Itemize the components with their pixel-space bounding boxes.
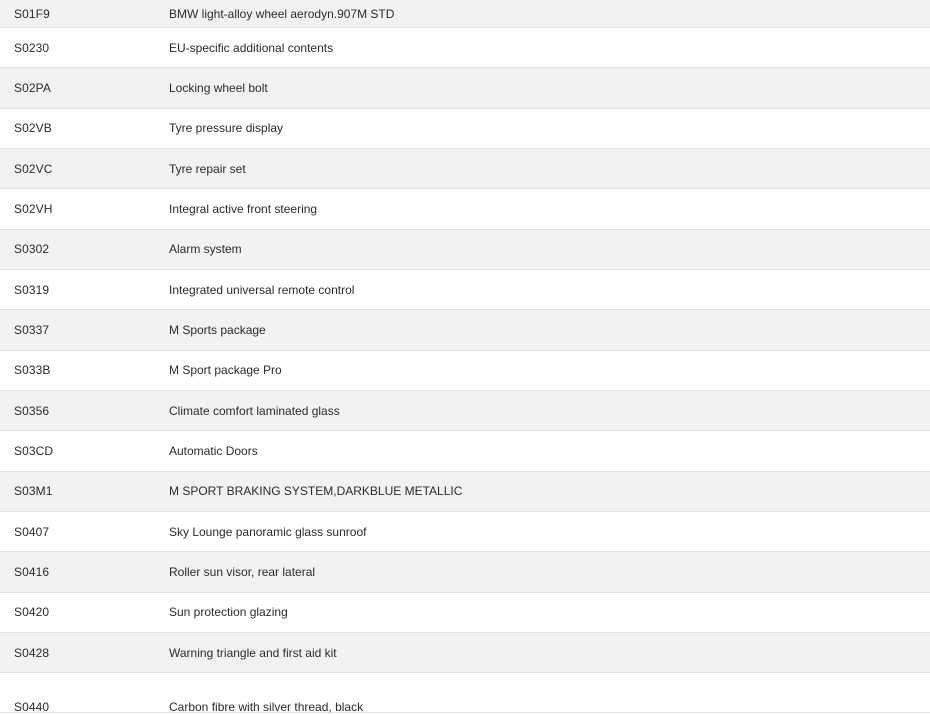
option-description: M SPORT BRAKING SYSTEM,DARKBLUE METALLIC: [169, 484, 463, 499]
option-code: S02VB: [14, 121, 52, 136]
option-description: Integrated universal remote control: [169, 282, 355, 297]
table-row: [0, 310, 930, 350]
option-description: Climate comfort laminated glass: [169, 403, 340, 418]
option-description: Automatic Doors: [169, 443, 258, 458]
option-description: M Sport package Pro: [169, 363, 282, 378]
option-code: S0416: [14, 564, 50, 579]
option-code: S0356: [14, 403, 50, 418]
option-code: S0428: [14, 645, 50, 660]
table-row: [0, 189, 930, 229]
option-code: S02VC: [14, 161, 53, 176]
table-row: [0, 0, 930, 28]
table-row: [0, 593, 930, 633]
table-row: [0, 391, 930, 431]
table-row: [0, 673, 930, 713]
option-code: S0319: [14, 282, 50, 297]
option-description: Locking wheel bolt: [169, 80, 268, 95]
table-row: [0, 431, 930, 471]
option-description: Integral active front steering: [169, 201, 318, 216]
option-description: Sun protection glazing: [169, 605, 288, 620]
option-description: Warning triangle and first aid kit: [169, 645, 337, 660]
option-description: Sky Lounge panoramic glass sunroof: [169, 524, 367, 539]
table-row: [0, 109, 930, 149]
table-row: [0, 633, 930, 673]
option-code: S03M1: [14, 484, 53, 499]
option-code: S03CD: [14, 443, 54, 458]
table-row: [0, 351, 930, 391]
option-code: S033B: [14, 363, 51, 378]
option-code: S0440: [14, 699, 50, 714]
option-description: Tyre repair set: [169, 161, 246, 176]
table-row: [0, 472, 930, 512]
option-description: M Sports package: [169, 322, 266, 337]
table-row: [0, 149, 930, 189]
option-code: S0420: [14, 605, 50, 620]
option-description: Tyre pressure display: [169, 121, 284, 136]
option-code: S02PA: [14, 80, 51, 95]
table-row: [0, 270, 930, 310]
table-row: [0, 68, 930, 108]
option-description: EU-specific additional contents: [169, 40, 334, 55]
option-code: S0230: [14, 40, 50, 55]
option-description: Alarm system: [169, 242, 242, 257]
table-row: [0, 230, 930, 270]
table-row: [0, 552, 930, 592]
option-code: S0407: [14, 524, 50, 539]
option-code: S0302: [14, 242, 50, 257]
option-description: BMW light-alloy wheel aerodyn.907M STD: [169, 6, 395, 21]
table-row: [0, 512, 930, 552]
option-code: S0337: [14, 322, 50, 337]
table-row: [0, 28, 930, 68]
option-code: S02VH: [14, 201, 53, 216]
option-description: Carbon fibre with silver thread, black: [169, 699, 364, 714]
option-description: Roller sun visor, rear lateral: [169, 564, 316, 579]
option-code: S01F9: [14, 6, 50, 21]
